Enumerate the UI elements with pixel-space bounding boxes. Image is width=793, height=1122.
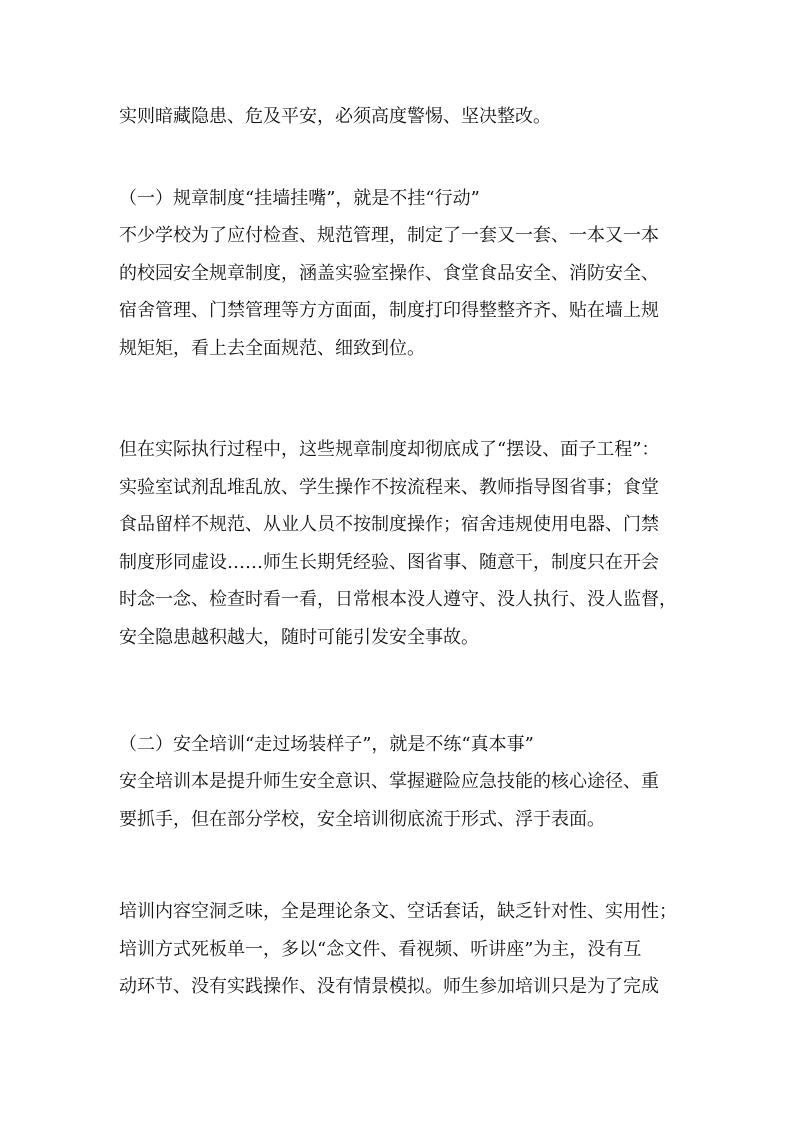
paragraph-line: 安全隐患越积越大，随时可能引发安全事故。 — [119, 626, 479, 648]
paragraph-line: 制度形同虚设……师生长期凭经验、图省事、随意干，制度只在开会 — [119, 551, 659, 573]
paragraph-line: 安全培训本是提升师生安全意识、掌握避险应急技能的核心途径、重 — [119, 771, 659, 792]
paragraph-line: 但在实际执行过程中，这些规章制度却彻底成了“摆设、面子工程”： — [119, 439, 660, 460]
paragraph-4 — [119, 893, 684, 1006]
paragraph-line: 培训内容空洞乏味，全是理论条文、空话套话，缺乏针对性、实用性； — [119, 901, 677, 922]
paragraph-line: 的校园安全规章制度，涵盖实验室操作、食堂食品安全、消防安全、 — [119, 262, 659, 284]
paragraph-2 — [119, 431, 684, 657]
intro-paragraph — [119, 98, 684, 136]
paragraph-line: 培训方式死板单一，多以“念文件、看视频、听讲座”为主，没有互 — [119, 938, 642, 960]
paragraph-3 — [119, 763, 684, 838]
section-heading-1: （一）规章制度“挂墙挂嘴”，就是不挂“行动” — [119, 188, 480, 209]
paragraph-line: 要抓手，但在部分学校，安全培训彻底流于形式、浮于表面。 — [119, 808, 605, 830]
paragraph-line: 时念一念、检查时看一看，日常根本没人遵守、没人执行、没人监督， — [119, 589, 677, 611]
paragraph-line: 实验室试剂乱堆乱放、学生操作不按流程来、教师指导图省事；食堂 — [119, 476, 659, 498]
paragraph-line: 实则暗藏隐患、危及平安，必须高度警惕、坚决整改。 — [119, 106, 551, 127]
paragraph-line: 规矩矩，看上去全面规范、细致到位。 — [119, 337, 425, 359]
paragraph-line: 宿舍管理、门禁管理等方方面面，制度打印得整整齐齐、贴在墙上规 — [119, 300, 659, 322]
paragraph-line: 不少学校为了应付检查、规范管理，制定了一套又一套、一本又一本 — [119, 225, 659, 246]
paragraph-1 — [119, 217, 684, 367]
paragraph-line: 食品留样不规范、从业人员不按制度操作；宿舍违规使用电器、门禁 — [119, 514, 659, 536]
paragraph-line: 动环节、没有实践操作、没有情景模拟。师生参加培训只是为了完成 — [119, 976, 659, 998]
section-heading-2: （二）安全培训“走过场装样子”，就是不练“真本事” — [119, 734, 534, 755]
